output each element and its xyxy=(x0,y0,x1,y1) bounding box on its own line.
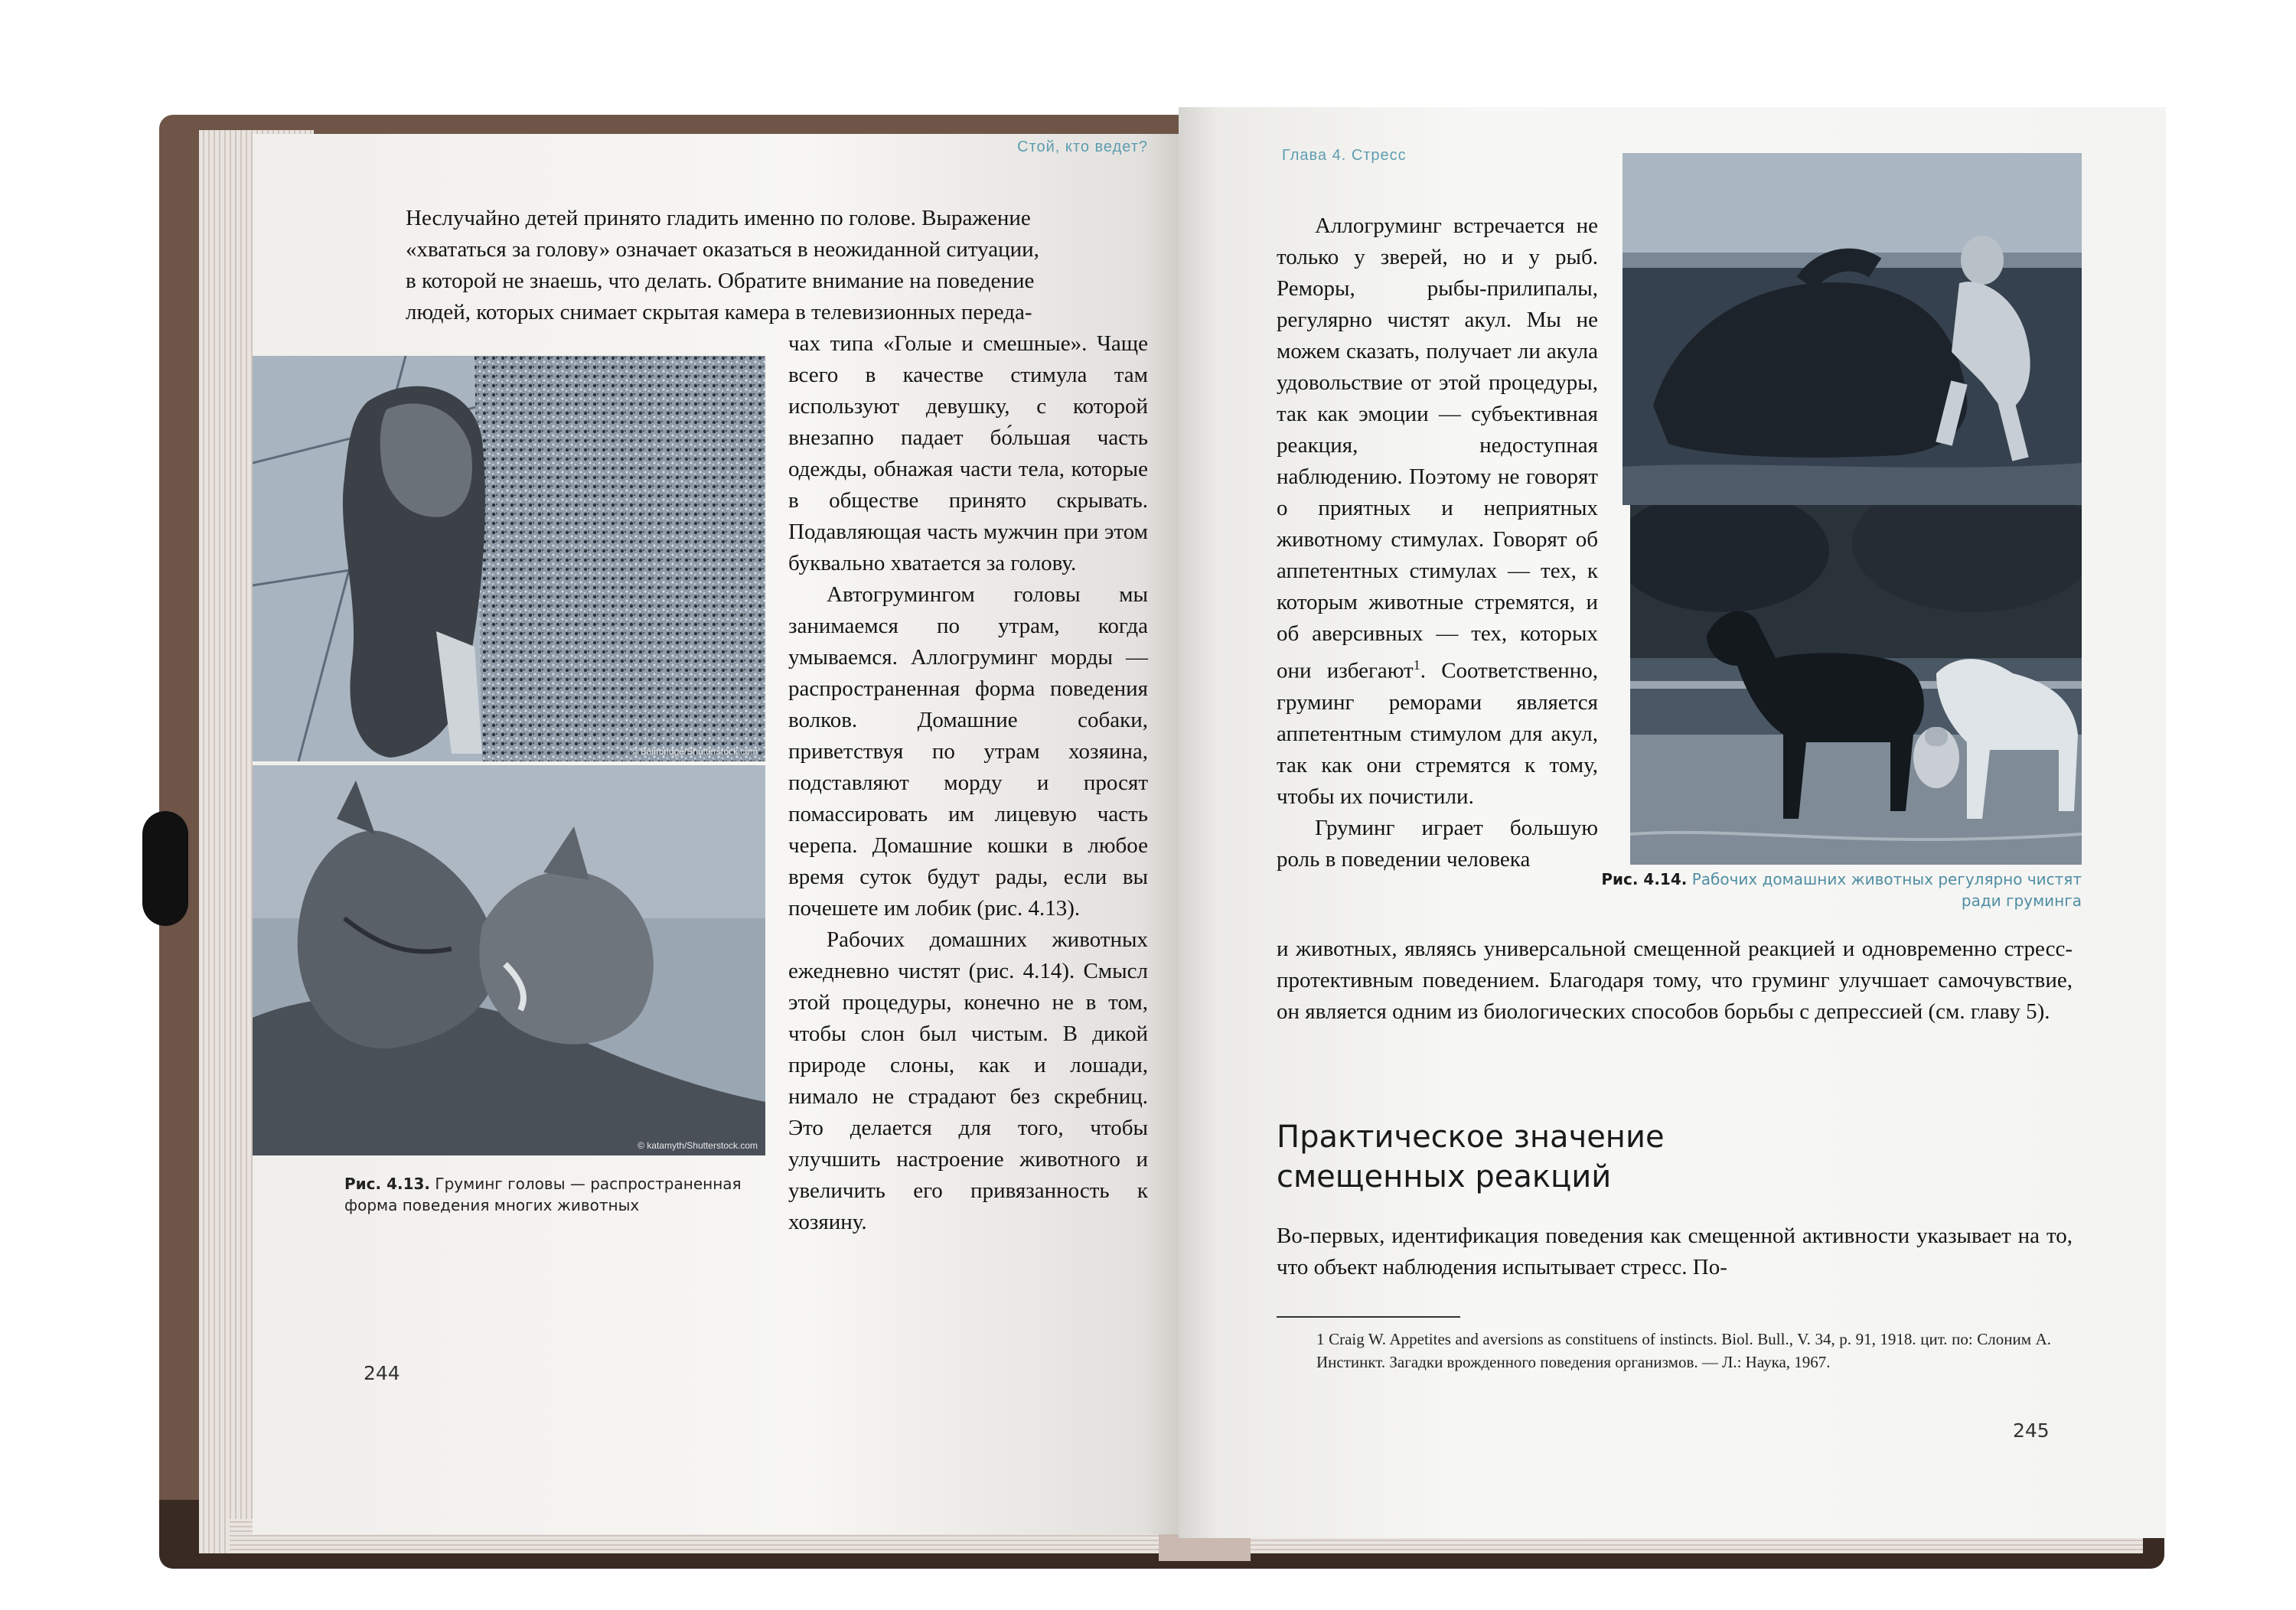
footnote: 1 Craig W. Appetites and aversions as constituens of instincts. Biol. Bull., V. 34, p. 91, 1918. цит. по: Слоним А. Инстинкт. Загадки врожденного поведения организмов. — Л.: Наука, 1967. xyxy=(1316,1330,2051,1371)
intro-line: «хвататься за голову» означает оказаться в неожиданной ситуации, xyxy=(406,237,1039,262)
figure-caption-4-14 xyxy=(1584,869,2082,911)
paragraph: Груминг играет большую роль в поведении человека xyxy=(1277,815,1598,872)
horses-grooming-photo xyxy=(1630,505,2082,865)
paragraph: Во-первых, идентификация поведения как смещенной активности указывает на то, что объект наблюдения испытывает стресс. По- xyxy=(1277,1224,2073,1279)
intro-line: Неслучайно детей принято гладить именно по голове. Выражение xyxy=(406,206,1031,230)
caption-label: Рис. 4.14. xyxy=(1601,870,1688,888)
paragraph-text: Аллогруминг встречается не только у зверей, но и у рыб. Реморы, рыбы-прилипалы, регулярно чистят акул. Мы не можем сказать, получает ли акула удовольствие от этой процедуры, так как эмоции — субъективная реакция, недоступная наблюдению. Поэтому не говорят о приятных и неприятных животному стимулах. Говорят об аппетентных стимулах — тех, к которым животные стремятся, и об аверсивных — тех, которых они избегают xyxy=(1277,213,1598,683)
caption-label: Рис. 4.13. xyxy=(344,1175,431,1193)
photo-credit: © katamyth/Shutterstock.com xyxy=(638,1140,758,1151)
left-running-header: Стой, кто ведет? xyxy=(1017,139,1148,155)
cat-rubbing-photo xyxy=(253,356,765,761)
right-full-width-text xyxy=(1277,934,2073,1028)
cats-grooming-photo xyxy=(253,765,765,1155)
heading-line: смещенных реакций xyxy=(1277,1159,1612,1194)
footnote-rule xyxy=(1277,1316,1460,1318)
paragraph: Автогрумингом головы мы занимаемся по утрам, когда умываемся. Аллогруминг морды — распространенная форма поведения волков. Домашние собаки, приветствуя по утрам хозяина, подставляют морду и просят помассировать им лицевую часть черепа. Домашние кошки в любое время суток будут рады, если вы почешете им лобик (рис. 4.13). xyxy=(788,582,1148,921)
intro-line: людей, которых снимает скрытая камера в телевизионных переда- xyxy=(406,300,1032,324)
page-number-left: 244 xyxy=(364,1362,400,1384)
right-page xyxy=(1179,107,2166,1538)
paragraph: чах типа «Голые и смешные». Чаще всего в качестве стимула там используют девушку, с которой внезапно падает бо́льшая часть одежды, обнажая части тела, которые в обществе принято скрывать. Подавляющая часть мужчин при этом буквально хватается за голову. xyxy=(788,331,1148,575)
paragraph: Рабочих домашних животных ежедневно чистят (рис. 4.14). Смысл этой процедуры, конечно не в том, чтобы слон был чистым. В дикой природе слоны, как и лошади, нимало не страдают без скребниц. Это делается для того, чтобы улучшить настроение животного и увеличить его привязанность к хозяину. xyxy=(788,927,1148,1234)
left-intro-text xyxy=(406,203,1148,328)
footnote-marker: 1 xyxy=(1413,657,1420,673)
right-running-header: Глава 4. Стресс xyxy=(1282,147,1407,164)
figure-caption-4-13 xyxy=(344,1173,773,1216)
paragraph-text: Соответственно, груминг реморами является аппетентным стимулом для акул, так как они стремятся к тому, чтобы их почистили. xyxy=(1277,658,1598,809)
page-number-right: 245 xyxy=(2013,1419,2050,1442)
left-column-text xyxy=(788,328,1148,1238)
left-page xyxy=(253,134,1179,1534)
right-column-text xyxy=(1277,210,1598,875)
section-heading xyxy=(1277,1117,1965,1197)
section-text xyxy=(1277,1221,2073,1283)
heading-line: Практическое значение xyxy=(1277,1120,1665,1155)
bookmark-clip xyxy=(142,811,188,926)
paragraph: Аллогруминг встречается не только у зверей, но и у рыб. Реморы, рыбы-прилипалы, регулярно чистят акул. Мы не можем сказать, получает ли акула удовольствие от этой процедуры, так как эмоции — субъективная реакция, недоступная наблюдению. Поэтому не говорят о приятных и неприятных животному стимулах. Говорят об аппетентных стимулах — тех, к которым животные стремятся, и об аверсивных — тех, которых они избегают$^1$. Соответственно, груминг реморами является аппетентным стимулом для акул, так как они стремятся к тому, чтобы их почистили. xyxy=(1277,213,1598,809)
caption-text: Рабочих домашних животных регулярно чистят ради груминга xyxy=(1691,870,2082,910)
paragraph: и животных, являясь универсальной смещенной реакцией и одновременно стресс-протективным поведением. Благодаря тому, что груминг улучшает самочувствие, он является одним из биологических способов борьбы с депрессией (см. главу 5). xyxy=(1277,937,2073,1024)
elephant-washing-photo xyxy=(1623,153,2082,505)
caption-text: Груминг головы — распространенная форма поведения многих животных xyxy=(344,1175,742,1214)
photo-credit: © Bainbridge/Shutterstock.com xyxy=(631,746,758,757)
intro-line: в которой не знаешь, что делать. Обратите внимание на поведение xyxy=(406,269,1035,293)
